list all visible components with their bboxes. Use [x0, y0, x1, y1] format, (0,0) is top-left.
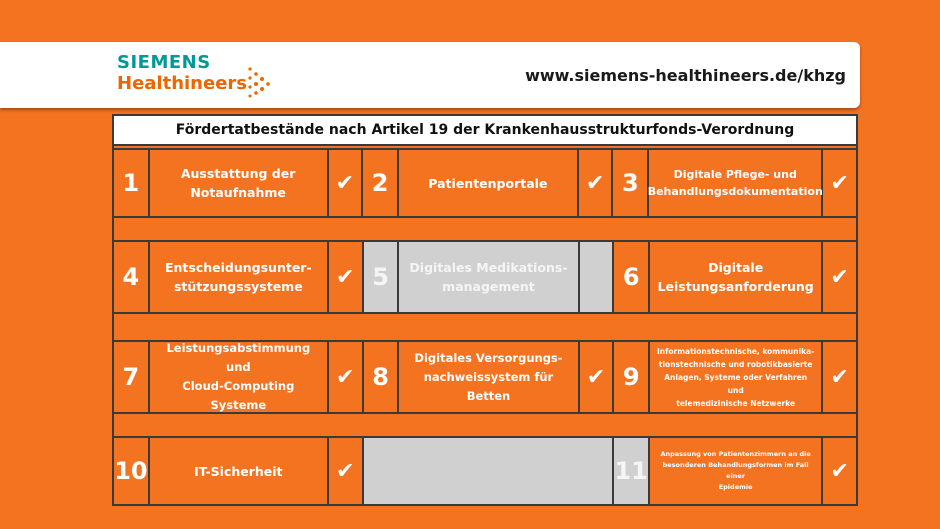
checkmark-icon: ✔ — [823, 150, 858, 216]
checkmark-icon: ✔ — [329, 150, 364, 216]
table-row — [112, 436, 858, 506]
item-number: 6 — [614, 242, 650, 312]
item-label: Anpassung von Patientenzimmern an die besonderen Behandlungsformen im Fall einer Epidemie — [650, 438, 823, 504]
table-title: Fördertatbestände nach Artikel 19 der Krankenhausstrukturfonds-Verordnung — [175, 122, 795, 138]
item-number: 7 — [114, 342, 150, 412]
item-label: Patientenportale — [399, 150, 579, 216]
checkmark-icon: ✔ — [329, 342, 364, 412]
row-separator — [112, 218, 858, 240]
item-number: 11 — [614, 438, 650, 504]
item-label: Informationstechnische, kommunika- tionstechnische und robotikbasierte Anlagen, Systeme oder Verfahren und telemedizinische Netzwerke — [650, 342, 823, 412]
website-url[interactable]: www.siemens-healthineers.de/khzg — [525, 66, 846, 85]
item-label-disabled: Digitales Medikations- management — [399, 242, 579, 312]
item-number: 8 — [364, 342, 400, 412]
item-label: IT-Sicherheit — [150, 438, 329, 504]
item-number: 1 — [114, 150, 150, 216]
item-label: Digitale Pflege- und Behandlungsdokumentation — [649, 150, 823, 216]
checkmark-icon: ✔ — [823, 342, 858, 412]
row-separator — [112, 314, 858, 340]
item-label: Digitales Versorgungs- nachweissystem für Betten — [399, 342, 579, 412]
table-row — [112, 340, 858, 414]
item-label: Ausstattung der Notaufnahme — [150, 150, 329, 216]
item-number-disabled: 5 — [364, 242, 400, 312]
checkmark-icon: ✔ — [579, 150, 614, 216]
item-number: 9 — [614, 342, 650, 412]
item-number: 2 — [363, 150, 399, 216]
header-bar — [0, 42, 860, 108]
item-number: 4 — [114, 242, 150, 312]
table-row — [112, 240, 858, 314]
checkmark-icon: ✔ — [329, 242, 364, 312]
checkmark-icon: ✔ — [329, 438, 364, 504]
item-number: 10 — [114, 438, 150, 504]
item-number: 3 — [613, 150, 649, 216]
siemens-healthineers-logo[interactable] — [117, 53, 247, 95]
logo-dots-icon — [246, 65, 272, 99]
empty-check-cell — [580, 242, 615, 312]
checkmark-icon: ✔ — [823, 242, 858, 312]
table-title-bar — [112, 114, 858, 146]
row-separator — [112, 414, 858, 436]
logo-siemens-text: SIEMENS — [117, 52, 211, 73]
logo-healthineers-text: Healthineers — [117, 73, 247, 94]
item-label: Entscheidungsunter- stützungssysteme — [150, 242, 329, 312]
empty-grey-cell — [364, 438, 615, 504]
table-row — [112, 148, 858, 218]
item-label: Digitale Leistungsanforderung — [650, 242, 823, 312]
checkmark-icon: ✔ — [823, 438, 858, 504]
checkmark-icon: ✔ — [580, 342, 615, 412]
item-label: Leistungsabstimmung und Cloud-Computing Systeme — [150, 342, 329, 412]
